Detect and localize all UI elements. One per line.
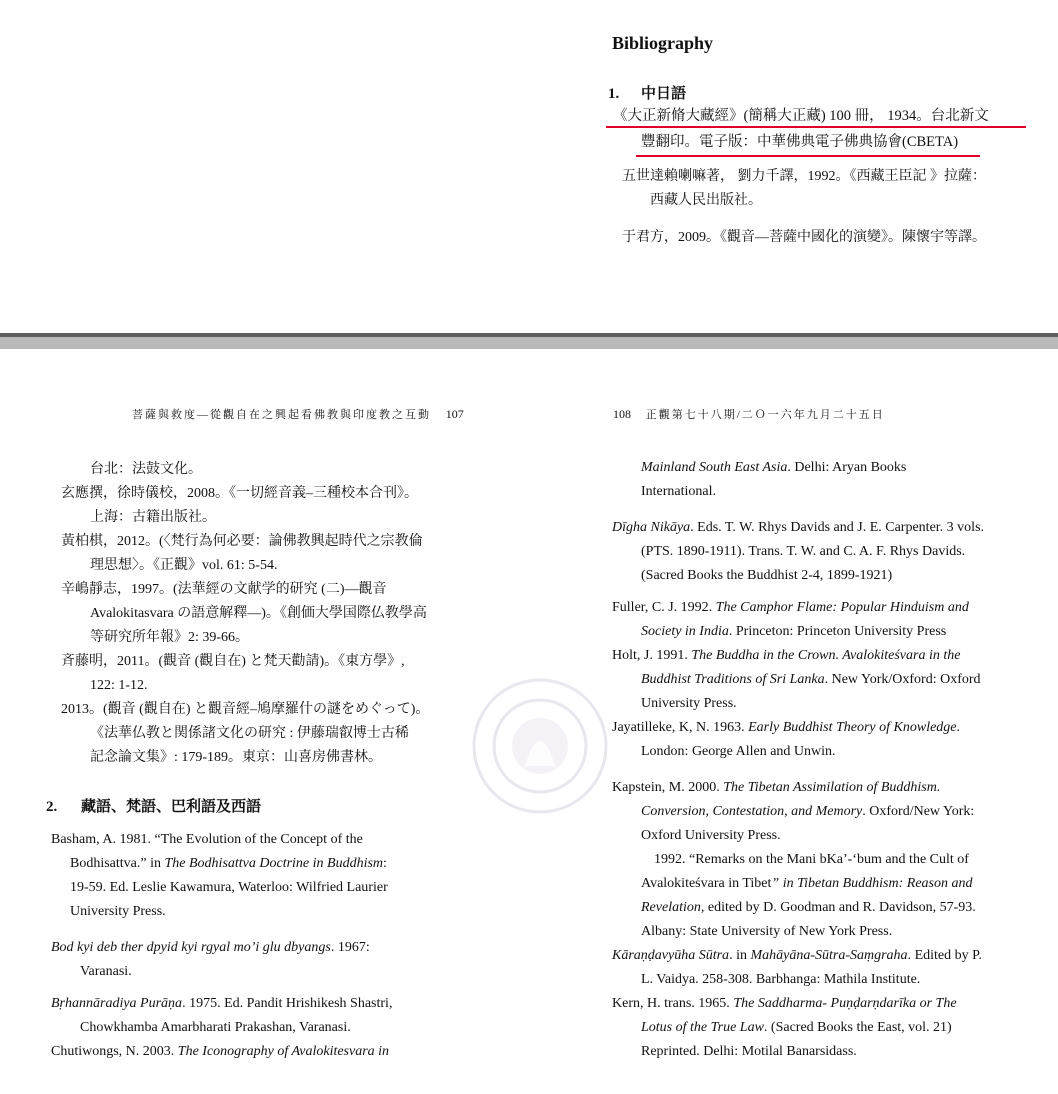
running-title: 正觀第七十八期/二Ｏ一六年九月二十五日 xyxy=(645,409,885,421)
annotation-underline-2 xyxy=(636,155,980,157)
bibliography-title: Bibliography xyxy=(612,33,714,53)
right-page-header xyxy=(613,406,885,422)
left-line: 上海：古籍出版社。 xyxy=(90,510,216,525)
ref-jayatilleke: London: George Allen and Unwin. xyxy=(641,744,836,759)
ref-bod: Bod kyi deb ther dpyid kyi rgyal mo’i glu dbyangs. 1967: xyxy=(51,940,370,955)
left-line: 等研究所年報》2: 39-66。 xyxy=(90,630,250,645)
ref-kern: Kern, H. trans. 1965. The Saddharma- Puṇḍarṇdarīka or The xyxy=(612,996,957,1011)
ref-kapstein-1992: Avalokiteśvara in Tibet” in Tibetan Buddhism: Reason and xyxy=(641,876,973,891)
ref-digha: (Sacred Books the Buddhist 2-4, 1899-1921) xyxy=(641,568,893,583)
running-title: 菩薩與救度—從觀自在之興起看佛教與印度教之互動 xyxy=(132,409,431,421)
page-gap xyxy=(0,337,1058,349)
ref-bod: Varanasi. xyxy=(80,964,132,979)
page-number: 107 xyxy=(445,407,464,421)
ref-kern: Reprinted. Delhi: Motilal Banarsidass. xyxy=(641,1044,857,1059)
ref-basham: University Press. xyxy=(70,904,166,919)
ref-digha: (PTS. 1890-1911). Trans. T. W. and C. A. F. Rhys Davids. xyxy=(641,544,966,559)
bib-entry-2-line1: 五世達賴喇嘛著， 劉力千譯，1992。《西藏王臣記 》拉薩： xyxy=(622,169,986,184)
ref-fuller: Society in India. Princeton: Princeton University Press xyxy=(641,624,947,639)
ref-karandavyuha: L. Vaidya. 258-308. Barbhanga: Mathila Institute. xyxy=(641,972,921,987)
bib-entry-3-line1: 于君方，2009。《觀音—菩薩中國化的演變》。陳懷宇等譯。 xyxy=(622,230,986,245)
ref-holt: University Press. xyxy=(641,696,737,711)
page-number: 108 xyxy=(613,407,631,421)
ref-digha: Dīgha Nikāya. Eds. T. W. Rhys Davids and J. E. Carpenter. 3 vols. xyxy=(612,520,985,535)
ref-kapstein: Kapstein, M. 2000. The Tibetan Assimilation of Buddhism. xyxy=(612,780,941,795)
ref-brhan: Chowkhamba Amarbharati Prakashan, Varanasi. xyxy=(80,1020,351,1035)
ref-basham: 19-59. Ed. Leslie Kawamura, Waterloo: Wilfried Laurier xyxy=(70,880,388,895)
ref-kern: Lotus of the True Law. (Sacred Books the East, vol. 21) xyxy=(641,1020,952,1035)
section-label: 中日語 xyxy=(641,86,687,102)
left-line: 122: 1-12. xyxy=(90,678,148,693)
section-number: 2. xyxy=(46,799,58,815)
ref-kapstein-1992: Revelation, edited by D. Goodman and R. Davidson, 57-93. xyxy=(641,900,976,915)
ref-basham: Bodhisattva.” in The Bodhisattva Doctrine in Buddhism: xyxy=(70,856,387,871)
left-line: 理思想〉。《正觀》vol. 61: 5-54. xyxy=(90,558,278,573)
left-page-header xyxy=(132,406,464,422)
ref-mainland: International. xyxy=(641,484,717,499)
left-line: 記念論文集》: 179-189。東京：山喜房佛書林。 xyxy=(90,750,383,765)
bib-entry-2-line2: 西藏人民出版社。 xyxy=(650,193,762,208)
ref-mainland: Mainland South East Asia. Delhi: Aryan Books xyxy=(641,460,907,475)
section-number: 1. xyxy=(608,86,620,102)
section-label: 藏語、梵語、巴利語及西語 xyxy=(81,799,262,815)
left-line: 2013。(觀音 (觀自在) と觀音經–鳩摩羅什の謎をめぐって)。 xyxy=(61,702,430,717)
ref-jayatilleke: Jayatilleke, K, N. 1963. Early Buddhist Theory of Knowledge. xyxy=(612,720,961,735)
ref-kapstein: Conversion, Contestation, and Memory. Oxford/New York: xyxy=(641,804,975,819)
ref-kapstein: Oxford University Press. xyxy=(641,828,781,843)
bib-entry-1-line1: 《大正新脩大藏經》(簡稱大正藏) 100 冊， 1934。台北新文 xyxy=(613,108,989,124)
annotation-underline-1 xyxy=(606,126,1026,128)
left-line: Avalokitasvara の語意解釋—)。《創価大學国際仏教學高 xyxy=(90,606,427,621)
left-line: 辛嶋靜志，1997。(法華經の文献学的研究 (二)—觀音 xyxy=(61,582,387,597)
ref-basham: Basham, A. 1981. “The Evolution of the Concept of the xyxy=(51,832,363,847)
left-line: 黃柏棋，2012。(〈梵行為何必要：論佛教興起時代之宗教倫 xyxy=(61,534,423,549)
ref-chutiwongs: Chutiwongs, N. 2003. The Iconography of Avalokitesvara in xyxy=(51,1044,390,1059)
section-1-heading xyxy=(608,82,686,103)
left-line: 《法華仏教と関係諸文化の研究 : 伊藤瑞叡博士古稀 xyxy=(90,726,409,741)
ref-holt: Holt, J. 1991. The Buddha in the Crown. Avalokiteśvara in the xyxy=(612,648,961,663)
ref-karandavyuha: Kāraṇḍavyūha Sūtra. in Mahāyāna-Sūtra-Saṃgraha. Edited by P. xyxy=(612,948,982,963)
bib-entry-1-line2: 豐翻印。電子版：中華佛典電子佛典協會(CBETA) xyxy=(641,134,959,150)
section-2-heading xyxy=(46,795,261,816)
left-line: 斉藤明，2011。(觀音 (觀自在) と梵天勸請)。《東方學》, xyxy=(61,654,405,669)
ref-kapstein-1992: 1992. “Remarks on the Mani bKa’-‘bum and the Cult of xyxy=(654,852,969,867)
ref-brhan: Bṛhannāradiya Purāṇa. 1975. Ed. Pandit Hrishikesh Shastri, xyxy=(51,996,393,1011)
ref-kapstein-1992: Albany: State University of New York Press. xyxy=(641,924,893,939)
library-seal-watermark xyxy=(470,676,610,816)
left-line: 玄應撰，徐時儀校，2008。《一切經音義–三種校本合刊》。 xyxy=(61,486,418,501)
ref-holt: Buddhist Traditions of Sri Lanka. New York/Oxford: Oxford xyxy=(641,672,981,687)
left-line: 台北：法鼓文化。 xyxy=(90,462,202,477)
ref-fuller: Fuller, C. J. 1992. The Camphor Flame: Popular Hinduism and xyxy=(612,600,969,615)
